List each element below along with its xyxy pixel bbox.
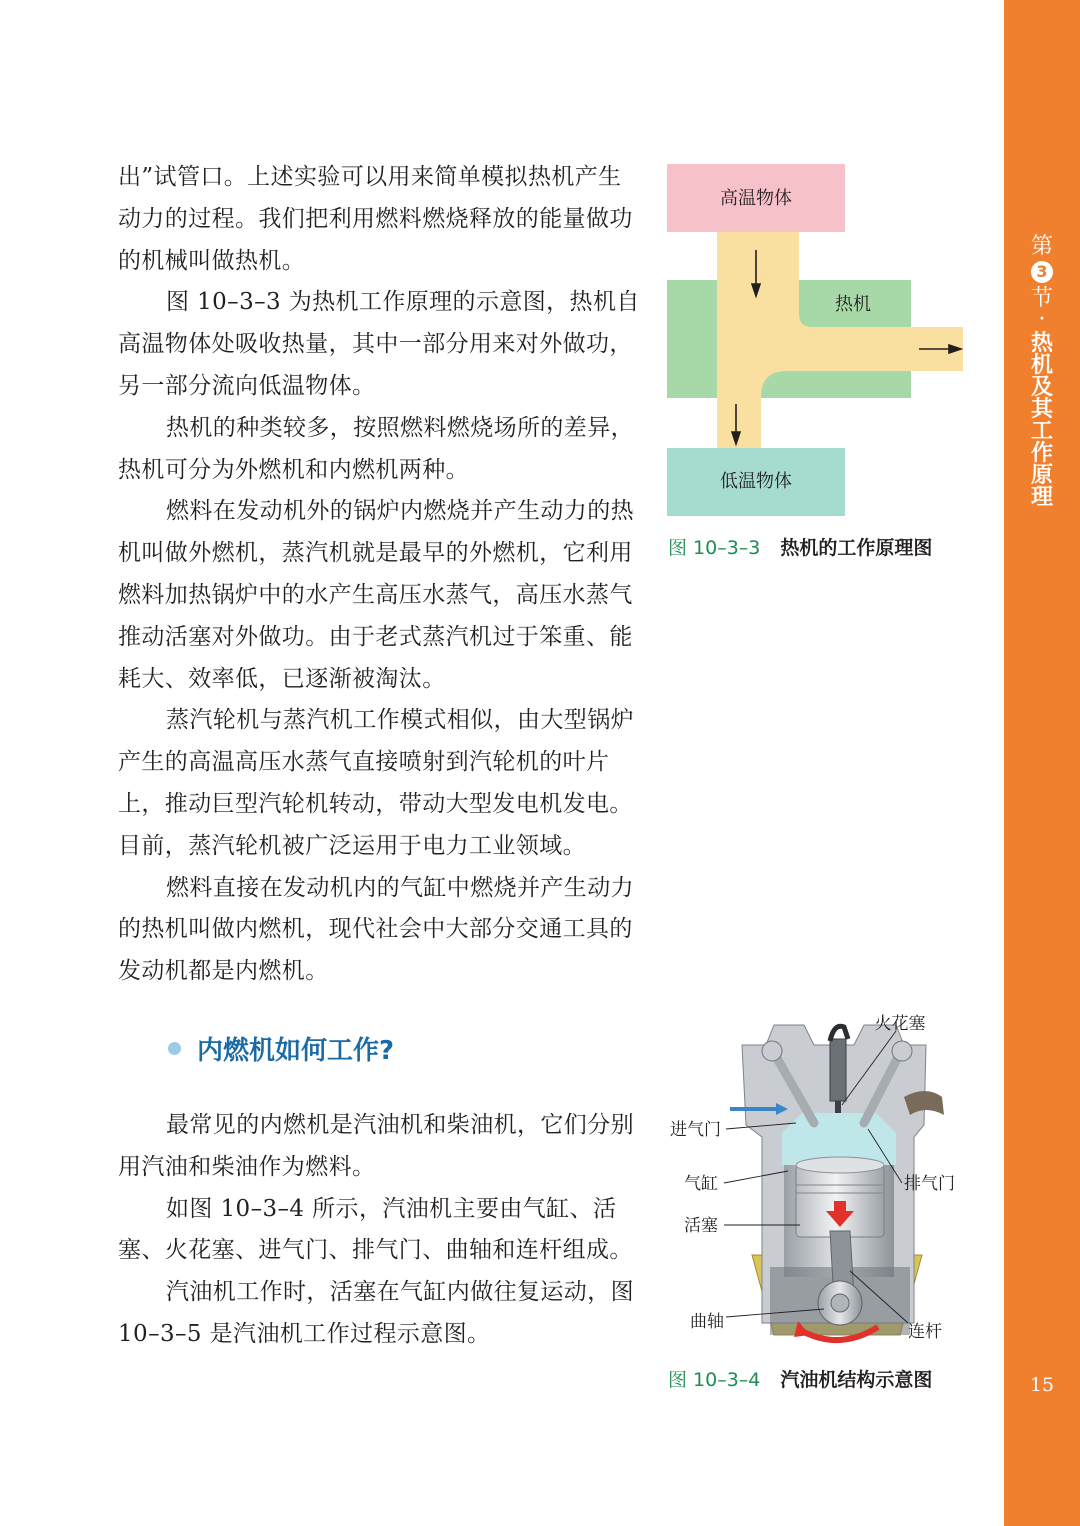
- connecting-rod-label: 连杆: [908, 1322, 942, 1342]
- crankshaft-label: 曲轴: [690, 1312, 724, 1332]
- side-title-char: 热: [1030, 330, 1053, 356]
- figure-title: 热机的工作原理图: [780, 537, 933, 559]
- hot-body-label: 高温物体: [720, 188, 792, 209]
- paragraph: 蒸汽轮机与蒸汽机工作模式相似，由大型锅炉产生的高温高压水蒸气直接喷射到汽轮机的叶片上，推动巨型汽轮机转动，带动大型发电机发电。目前，蒸汽轮机被广泛运用于电力工业领域。: [118, 707, 634, 859]
- heat-flow-path: [717, 232, 963, 448]
- intake-valve-label: 进气门: [670, 1120, 721, 1140]
- side-title-char: 原: [1030, 462, 1053, 488]
- side-title-char: 作: [1030, 440, 1053, 466]
- paragraph: 出”试管口。上述实验可以用来简单模拟热机产生动力的过程。我们把利用燃料燃烧释放的能量做功的机械叫做热机。: [118, 164, 633, 274]
- side-title-char: 理: [1030, 484, 1053, 510]
- figure-number: 图 10–3–4: [668, 1369, 761, 1391]
- gasoline-engine-structure-diagram: [664, 1005, 964, 1357]
- spark-plug-label: 火花塞: [874, 1014, 926, 1034]
- side-title-separator: ·: [1038, 307, 1046, 332]
- side-title-char: 其: [1030, 396, 1053, 422]
- heat-engine-principle-diagram: [667, 164, 963, 518]
- side-title-char: 及: [1030, 374, 1053, 400]
- paragraph: 汽油机工作时，活塞在气缸内做往复运动，图 10–3–5 是汽油机工作过程示意图。: [118, 1279, 634, 1347]
- page-number: 15: [1029, 1374, 1055, 1396]
- side-title-char: 工: [1030, 418, 1053, 444]
- spark-plug: [830, 1039, 846, 1101]
- piston-top: [796, 1157, 884, 1173]
- body-text-bottom: [118, 1105, 640, 1356]
- engine-label: 热机: [835, 294, 871, 315]
- paragraph: 图 10–3–3 为热机工作原理的示意图，热机自高温物体处吸收热量，其中一部分用来对外做功，另一部分流向低温物体。: [118, 289, 640, 399]
- paragraph: 燃料直接在发动机内的气缸中燃烧并产生动力的热机叫做内燃机，现代社会中大部分交通工具的发动机都是内燃机。: [118, 874, 634, 985]
- section-side-title: [1004, 236, 1080, 508]
- figure-caption: [668, 533, 932, 560]
- cylinder-label: 气缸: [684, 1174, 718, 1194]
- exhaust-valve-label: 排气门: [904, 1174, 955, 1194]
- exhaust-valve-spring: [892, 1041, 912, 1061]
- figure-number: 图 10–3–3: [668, 537, 761, 559]
- figure-title: 汽油机结构示意图: [780, 1369, 933, 1391]
- section-title: 内燃机如何工作?: [197, 1036, 395, 1066]
- intake-valve-spring: [762, 1041, 782, 1061]
- figure-caption: [668, 1365, 932, 1392]
- cold-body-label: 低温物体: [720, 471, 792, 492]
- piston-label: 活塞: [684, 1216, 718, 1236]
- section-heading: [168, 1030, 394, 1067]
- section-suffix: 节: [1030, 286, 1053, 311]
- paragraph: 最常见的内燃机是汽油机和柴油机，它们分别用汽油和柴油作为燃料。: [118, 1112, 634, 1180]
- paragraph: 热机的种类较多，按照燃料燃烧场所的差异，热机可分为外燃机和内燃机两种。: [118, 414, 634, 483]
- crankshaft-hub: [831, 1294, 849, 1312]
- spark-plug-tip: [835, 1101, 841, 1113]
- chapter-prefix: 第: [1030, 234, 1053, 259]
- body-text-top: [118, 157, 640, 993]
- side-title-char: 机: [1030, 352, 1053, 378]
- paragraph: 燃料在发动机外的锅炉内燃烧并产生动力的热机叫做外燃机，蒸汽机就是最早的外燃机，它利用燃料加热锅炉中的水产生高压水蒸气，高压水蒸气推动活塞对外做功。由于老式蒸汽机过于笨重、能耗大、效率低，已逐渐被淘汰。: [118, 498, 634, 692]
- heading-bullet-icon: [168, 1042, 181, 1055]
- chapter-side-tab: [1004, 0, 1080, 1526]
- paragraph: 如图 10–3–4 所示，汽油机主要由气缸、活塞、火花塞、进气门、排气门、曲轴和连杆组成。: [118, 1195, 633, 1264]
- section-number-badge: 3: [1031, 261, 1053, 283]
